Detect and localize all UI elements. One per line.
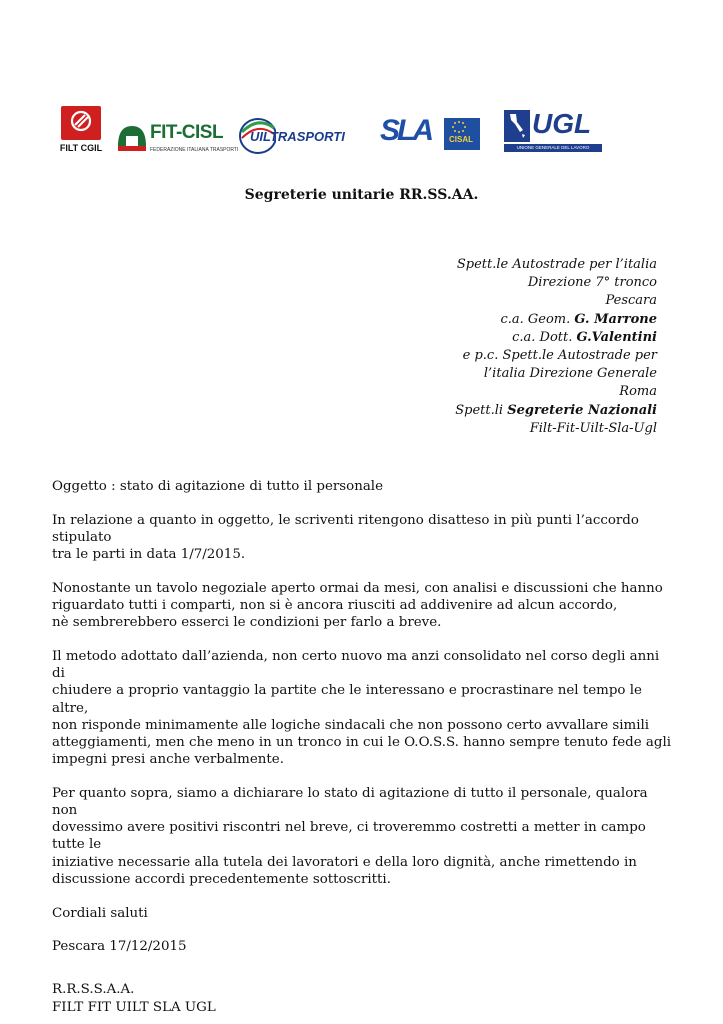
recipient-line (455, 402, 657, 420)
recipient-line: Spett.le Autostrade per l’italia (456, 257, 657, 272)
filt-cgil-logo (58, 106, 104, 164)
recipient-block (455, 256, 657, 438)
uiltrasporti-label: UILTRASPORTI (250, 129, 345, 144)
fit-cisl-emblem-icon (116, 122, 148, 156)
paragraph-line: non risponde minimamente alle logiche sindacali che non possono certo avvallare simili (52, 717, 650, 733)
signature-line: FILT FIT UILT SLA UGL (52, 999, 216, 1015)
ugl-label: UGL (532, 108, 592, 139)
paragraph-line: Nonostante un tavolo negoziale aperto ormai da mesi, con analisi e discussioni che hanno (52, 580, 663, 596)
signature-line: R.R.S.S.A.A. (52, 982, 135, 998)
recipient-name: Segreterie Nazionali (507, 402, 657, 418)
recipient-line (455, 311, 657, 329)
signature-block (52, 981, 672, 1015)
recipient-line: Roma (619, 384, 657, 400)
sla-label: SLA (380, 114, 431, 147)
paragraph-line: In relazione a quanto in oggetto, le scriventi ritengono disatteso in più punti l’accordo stipulato (52, 512, 639, 545)
recipient-line (455, 329, 657, 347)
eu-stars-icon (444, 119, 480, 135)
fit-cisl-logo (116, 120, 239, 160)
paragraph (52, 785, 672, 888)
italy-map-icon (502, 108, 532, 144)
sla-logo (374, 112, 442, 156)
uiltrasporti-logo (236, 114, 352, 158)
paragraph (52, 648, 672, 768)
paragraph-line: atteggiamenti, men che meno in un tronco in cui le O.O.S.S. hanno sempre tenuto fede agli (52, 734, 672, 750)
recipient-prefix: c.a. Geom. (500, 311, 575, 327)
ugl-logo (502, 108, 602, 154)
cisal-logo (444, 118, 480, 150)
recipient-line: Filt-Fit-Uilt-Sla-Ugl (529, 420, 657, 436)
paragraph-line: Il metodo adottato dall’azienda, non certo nuovo ma anzi consolidato nel corso degli anni di (52, 648, 660, 682)
paragraph-line: impegni presi anche verbalmente. (52, 752, 284, 768)
recipient-line: Direzione 7° tronco (527, 275, 657, 291)
subject-line: Oggetto : stato di agitazione di tutto il personale (52, 479, 384, 494)
paragraph (52, 512, 672, 564)
paragraph-line: Per quanto sopra, siamo a dichiarare lo stato di agitazione di tutto il personale, qualora non (52, 785, 648, 819)
paragraph-line: riguardato tutti i comparti, non si è ancora riusciti ad addivenire ad alcun accordo, (52, 598, 618, 614)
cisal-label: CISAL (449, 135, 473, 144)
paragraph (52, 580, 672, 632)
paragraph-line: dovessimo avere positivi riscontri nel breve, ci troveremmo costretti a metter in campo tutte le (52, 820, 646, 853)
paragraph-line: discussione accordi precedentemente sottoscritti. (52, 871, 391, 887)
recipient-line: l’italia Direzione Generale (483, 366, 657, 382)
recipient-prefix: c.a. Dott. (512, 329, 577, 345)
cgil-emblem-icon (61, 106, 101, 140)
document-title: Segreterie unitarie RR.SS.AA. (244, 187, 479, 203)
recipient-line: e p.c. Spett.le Autostrade per (462, 348, 657, 364)
fit-cisl-label: FIT-CISL (150, 122, 224, 143)
recipient-name: G.Valentini (576, 329, 657, 345)
letter-body (52, 478, 672, 1016)
recipient-prefix: Spett.li (455, 402, 508, 418)
paragraph-line: nè sembrerebbero esserci le condizioni per farlo a breve. (52, 615, 442, 631)
recipient-name: G. Marrone (574, 311, 657, 327)
fit-cisl-subtitle: FEDERAZIONE ITALIANA TRASPORTI (150, 147, 239, 153)
union-logos-bar (56, 104, 616, 164)
place-date: Pescara 17/12/2015 (52, 939, 187, 955)
filt-cgil-label: FILT CGIL (59, 143, 103, 153)
paragraph-line: iniziative necessarie alla tutela dei lavoratori e della loro dignità, anche rimettendo in (52, 854, 637, 870)
paragraph-line: chiudere a proprio vantaggio la partite che le interessano e procrastinare nel tempo le altre, (52, 683, 642, 716)
paragraph-line: tra le parti in data 1/7/2015. (52, 547, 246, 563)
ugl-subtitle: UNIONE GENERALE DEL LAVORO (504, 144, 602, 152)
recipient-line: Pescara (605, 293, 657, 309)
closing-greeting: Cordiali saluti (52, 905, 148, 921)
